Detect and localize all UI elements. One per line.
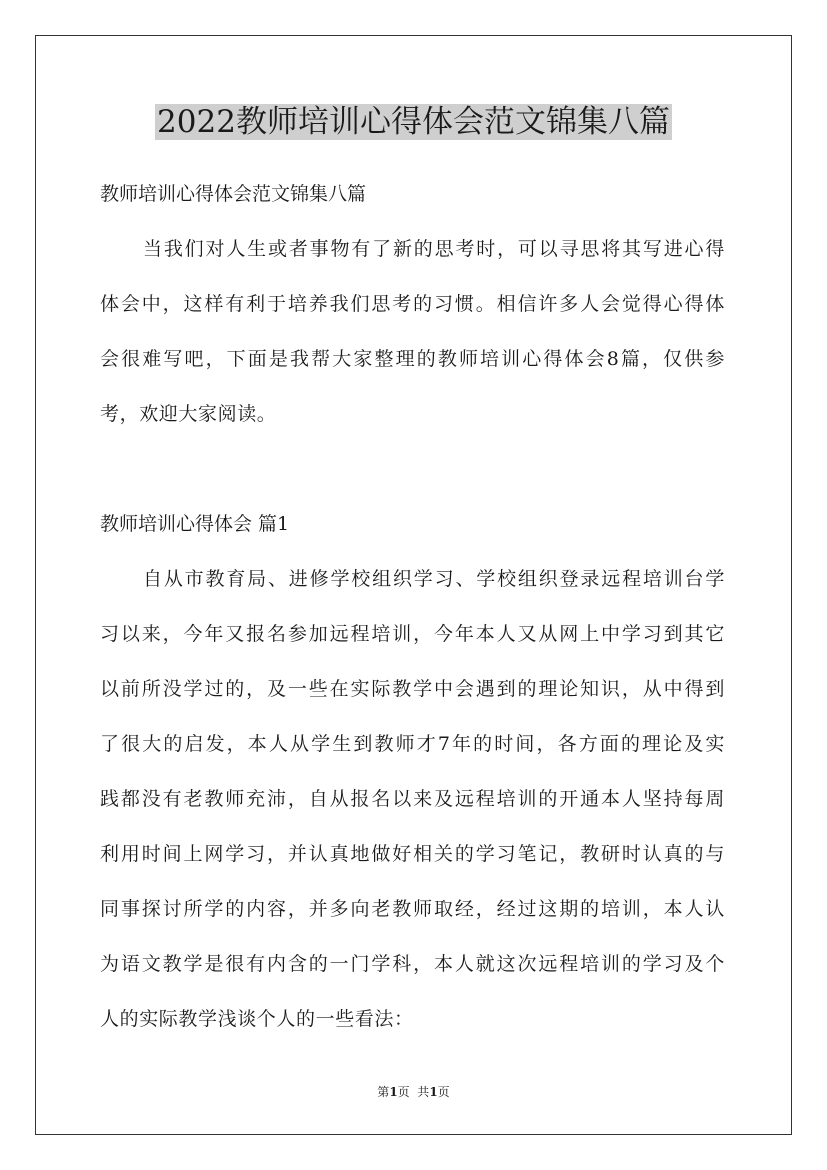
paragraph-line: 当我们对人生或者事物有了新的思考时，可以寻思将其写进心得 [143, 238, 725, 260]
spacer [100, 928, 725, 945]
paragraph-line: 体会中，这样有利于培养我们思考的习惯。相信许多人会觉得心得体 [100, 293, 725, 315]
page-number: 1 [389, 1085, 398, 1099]
document-title-text: 2022教师培训心得体会范文锦集八篇 [157, 104, 670, 140]
paragraph-line: 以前所没学过的，及一些在实际教学中会遇到的理论知识，从中得到 [100, 678, 725, 700]
spacer [100, 983, 725, 1000]
spacer [100, 378, 725, 395]
spacer [100, 708, 725, 725]
section-1-paragraph [100, 560, 725, 1038]
paragraph-line: 为语文教学是很有内含的一门学科，本人就这次远程培训的学习及个 [100, 953, 725, 975]
document-title [0, 100, 827, 144]
spacer [100, 323, 725, 340]
spacer [100, 598, 725, 615]
spacer [100, 433, 725, 505]
document-body [100, 175, 725, 1038]
page-total: 1 [429, 1085, 438, 1099]
spacer [100, 818, 725, 835]
paragraph-line: 自从市教育局、进修学校组织学习、学校组织登录远程培训台学 [143, 568, 725, 590]
paragraph-line: 考，欢迎大家阅读。 [100, 403, 277, 425]
spacer [100, 213, 725, 230]
document-subtitle: 教师培训心得体会范文锦集八篇 [100, 183, 367, 205]
paragraph-line: 了很大的启发，本人从学生到教师才7年的时间，各方面的理论及实 [100, 733, 725, 755]
spacer [100, 873, 725, 890]
page-label-suffix: 页 [437, 1085, 450, 1099]
page-label-mid: 页 共 [397, 1085, 430, 1099]
paragraph-line: 人的实际教学浅谈个人的一些看法： [100, 1008, 414, 1030]
paragraph-line: 习以来，今年又报名参加远程培训，今年本人又从网上中学习到其它 [100, 623, 725, 645]
section-heading: 教师培训心得体会 篇1 [100, 513, 290, 535]
paragraph-line: 同事探讨所学的内容，并多向老教师取经，经过这期的培训，本人认 [100, 898, 725, 920]
paragraph-line: 践都没有老教师充沛，自从报名以来及远程培训的开通本人坚持每周 [100, 788, 725, 810]
page-label-prefix: 第 [377, 1085, 390, 1099]
page-footer [0, 1084, 827, 1100]
paragraph-line: 会很难写吧，下面是我帮大家整理的教师培训心得体会8篇，仅供参 [100, 348, 725, 370]
paragraph-line: 利用时间上网学习，并认真地做好相关的学习笔记，教研时认真的与 [100, 843, 725, 865]
spacer [100, 763, 725, 780]
spacer [100, 268, 725, 285]
intro-paragraph [100, 230, 725, 433]
spacer [100, 543, 725, 560]
spacer [100, 653, 725, 670]
